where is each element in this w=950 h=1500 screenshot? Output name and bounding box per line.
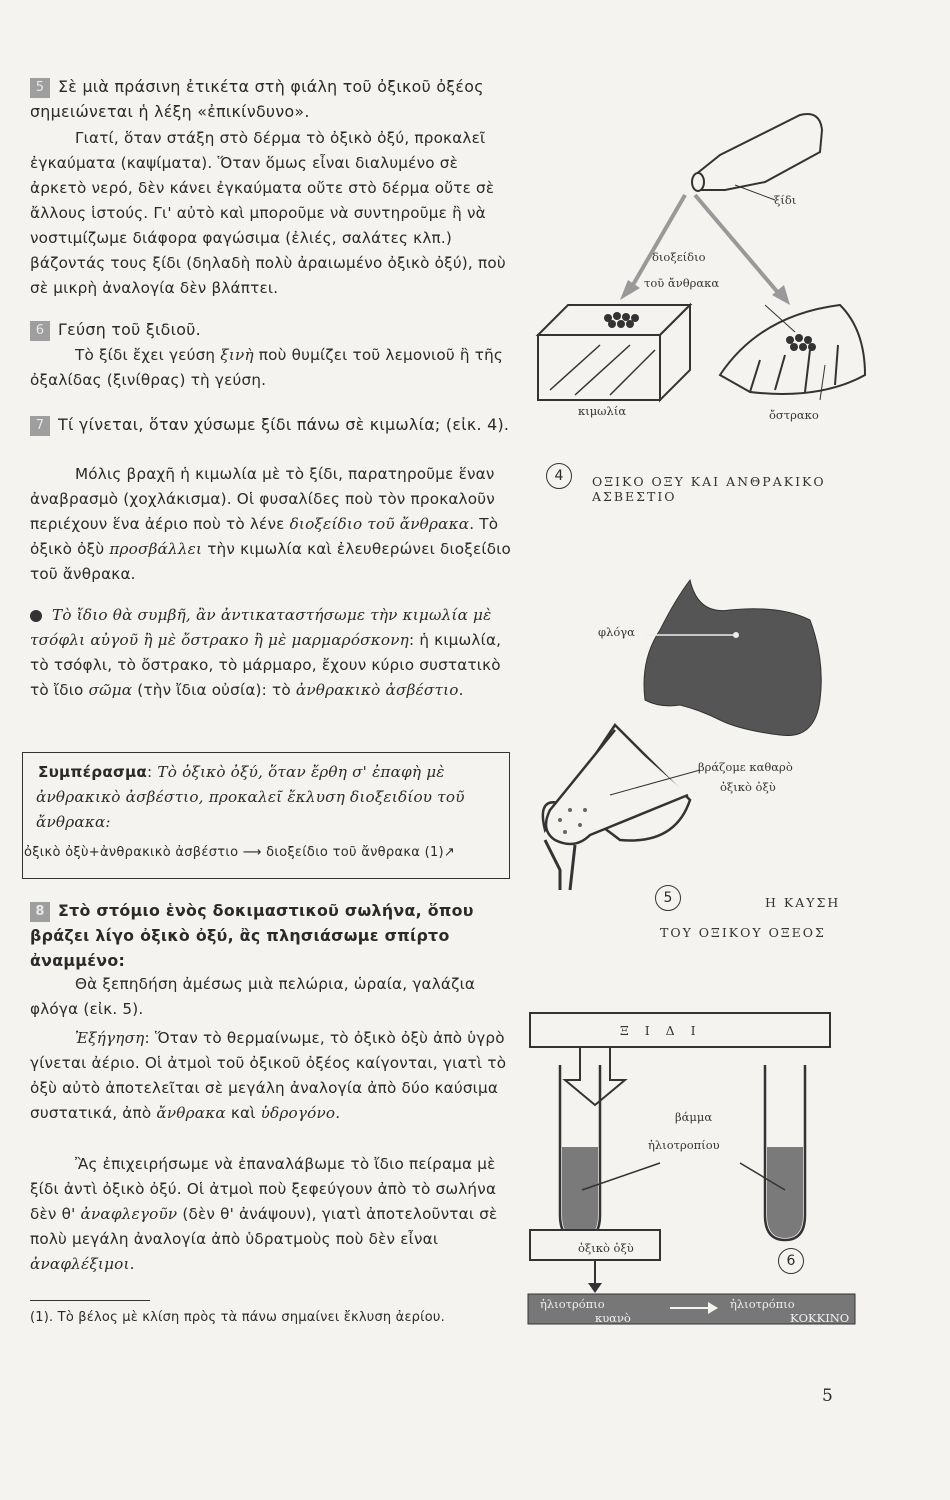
- figure-5-number: 5: [655, 885, 681, 911]
- section-number-7: 7: [30, 416, 50, 436]
- box-acetic-acid: ὀξικὸ ὀξὺ: [578, 1241, 634, 1255]
- label-dye-2: ἡλιοτροπίου: [648, 1138, 720, 1152]
- bullet-paragraph: Τὸ ἴδιο θὰ συμβῆ, ἂν ἀντικαταστήσωμε τὴν κιμωλία μὲ τσόφλι αὐγοῦ ἢ μὲ ὄστρακο ἢ μὲ μαρμαρόσκονη: ἡ κιμωλία, τὸ τσόφλι, τὸ ὄστρακο, τὸ μάρμαρο, ἔχουν κύριο συστατικὸ τὸ ἴδιο σῶμα (τὴν ἴδια οὐσία): τὸ ἀνθρακικὸ ἀσβέστιο.: [30, 606, 502, 699]
- section-8-explanation: Ἐξήγηση: Ὅταν τὸ θερμαίνωμε, τὸ ὀξικὸ ὀξὺ ἀπὸ ὑγρὸ γίνεται ἀέριο. Οἱ ἀτμοὶ τοῦ ὀξικοῦ ὀξέος καίγονται, γιατὶ τὸ ὀξὺ αὐτὸ ἀποτελεῖται σὲ μεγάλη ἀναλογία ἀπὸ δύο καύσιμα συστατικά, ἀπὸ ἄνθρακα καὶ ὑδρογόνο.: [30, 1029, 507, 1122]
- label-dioxide-2: τοῦ ἄνθρακα: [644, 276, 720, 290]
- figure-4-number: 4: [546, 463, 572, 489]
- bar-left-1: ἡλιοτρόπιο: [540, 1297, 605, 1311]
- section-8-body-3: Ἂς ἐπιχειρήσωμε νὰ ἐπαναλάβωμε τὸ ἴδιο πείραμα μὲ ξίδι ἀντὶ ὀξικὸ ὀξύ. Οἱ ἀτμοὶ ποὺ ξεφεύγουν ἀπὸ τὸ σωλήνα δὲν θ' ἀναφλεγοῦν (δὲν θ' ἀνάψουν), γιατὶ ἀποτελοῦνται σὲ πολὺ μεγάλη ἀναλογία ἀπὸ ὑδρατμοὺς ποὺ δὲν εἶναι ἀναφλέξιμοι.: [30, 1155, 498, 1273]
- figure-6-illustration: [520, 1005, 940, 1335]
- section-5-heading: 5 Σὲ μιὰ πράσινη ἐτικέτα στὴ φιάλη τοῦ ὀξικοῦ ὀξέος σημειώνεται ἡ λέξη «ἐπικίνδυνο».: [30, 77, 484, 121]
- label-boil-2: ὀξικὸ ὀξὺ: [720, 780, 776, 794]
- section-6-heading: 6 Γεύση τοῦ ξιδιοῦ.: [30, 317, 515, 342]
- label-dye-1: βάμμα: [675, 1110, 713, 1124]
- label-flame: φλόγα: [598, 625, 635, 639]
- label-boil-1: βράζομε καθαρὸ: [698, 760, 793, 774]
- figure-5-caption-2: ΤΟΥ ΟΞΙΚΟΥ ΟΞΕΟΣ: [660, 925, 826, 940]
- figure-4-caption-2: ΑΣΒΕΣΤΙΟ: [592, 489, 677, 504]
- bullet-icon: [30, 610, 42, 622]
- flame-shape: [644, 580, 821, 736]
- arrow-up-icon: ↗: [443, 845, 456, 860]
- bar-left-2: κυανὸ: [595, 1311, 631, 1325]
- section-5-body: Γιατί, ὅταν στάξη στὸ δέρμα τὸ ὀξικὸ ὀξύ, προκαλεῖ ἐγκαύματα (καψίματα). Ὅταν ὅμως εἶναι διαλυμένο σὲ ἀρκετὸ νερό, δὲν κάνει ἐγκαύματα οὔτε στὸ δέρμα οὔτε σὲ ἄλλους ἱστούς. Γι' αὐτὸ καὶ μποροῦμε νὰ συντηροῦμε ἢ νὰ νοστιμίζωμε διάφορα φαγώσιμα (ἐλιές, σαλάτες κλπ.) βάζοντάς τους ξίδι (δηλαδὴ πολὺ ἀραιωμένο ὀξικὸ ὀξύ), ποὺ σὲ μικρὴ ἀναλογία δὲν βλάπτει.: [30, 129, 506, 297]
- section-number-6: 6: [30, 321, 50, 341]
- section-7-heading: 7 Τί γίνεται, ὅταν χύσωμε ξίδι πάνω σὲ κιμωλία; (εἰκ. 4).: [30, 412, 515, 437]
- section-6-body: Τὸ ξίδι ἔχει γεύση ξινὴ ποὺ θυμίζει τοῦ λεμονιοῦ ἢ τῆς ὀξαλίδας (ξινίθρας) τὴ γεύση.: [30, 346, 504, 389]
- section-number-8: 8: [30, 902, 50, 922]
- label-shell: ὄστρακο: [769, 408, 819, 422]
- figure-5-caption-1: Η ΚΑΥΣΗ: [765, 895, 841, 910]
- figure-4-caption-1: ΟΞΙΚΟ ΟΞΥ ΚΑΙ ΑΝΘΡΑΚΙΚΟ: [592, 474, 826, 489]
- page-number: 5: [822, 1386, 833, 1406]
- bottle-icon: [692, 114, 822, 191]
- bar-right-2: ΚΟΚΚΙΝΟ: [790, 1311, 850, 1325]
- section-7-body: Μόλις βραχῆ ἡ κιμωλία μὲ τὸ ξίδι, παρατηροῦμε ἕναν ἀναβρασμὸ (χοχλάκισμα). Οἱ φυσαλίδες ποὺ τὸν προκαλοῦν περιέχουν ἕνα ἀέριο ποὺ τὸ λένε διοξείδιο τοῦ ἄνθρακα. Τὸ ὀξικὸ ὀξὺ προσβάλλει τὴν κιμωλία καὶ ἐλευθερώνει διοξείδιο τοῦ ἄνθρακα.: [30, 465, 512, 583]
- footnote-divider: [30, 1300, 150, 1301]
- label-dioxide-1: διοξείδιο: [652, 250, 706, 264]
- test-tube: [543, 725, 690, 844]
- bar-right-1: ἡλιοτρόπιο: [730, 1297, 795, 1311]
- conclusion-equation: ὀξικὸ ὀξὺ+ἀνθρακικὸ ἀσβέστιο ⟶ διοξείδιο τοῦ ἄνθρακα (1)↗: [24, 845, 456, 860]
- chalk-block: [538, 305, 690, 400]
- label-chalk: κιμωλία: [578, 404, 627, 418]
- figure-5-illustration: [520, 570, 940, 900]
- arrow-right-icon: ⟶: [238, 845, 267, 860]
- section-number-5: 5: [30, 78, 50, 98]
- conclusion-text: Συμπέρασμα: Τὸ ὀξικὸ ὀξύ, ὅταν ἔρθη σ' ἐπαφὴ μὲ ἀνθρακικὸ ἀσβέστιο, προκαλεῖ ἔκλυση διοξειδίου τοῦ ἄνθρακα:: [36, 763, 465, 831]
- figure-6-number: 6: [778, 1248, 804, 1274]
- section-8-heading: 8 Στὸ στόμιο ἑνὸς δοκιμαστικοῦ σωλήνα, ὅπου βράζει λίγο ὀξικὸ ὀξύ, ἂς πλησιάσωμε σπίρτο ἀναμμένο:: [30, 901, 474, 970]
- label-xidi: ξίδι: [774, 193, 797, 207]
- box-xidi: Ξ Ι Δ Ι: [620, 1023, 702, 1038]
- section-8-body-1: Θὰ ξεπηδήση ἀμέσως μιὰ πελώρια, ὡραία, γαλάζια φλόγα (εἰκ. 5).: [30, 975, 476, 1018]
- figure-4-illustration: [520, 100, 940, 430]
- footnote: (1). Τὸ βέλος μὲ κλίση πρὸς τὰ πάνω σημαίνει ἔκλυση ἀερίου.: [30, 1310, 445, 1325]
